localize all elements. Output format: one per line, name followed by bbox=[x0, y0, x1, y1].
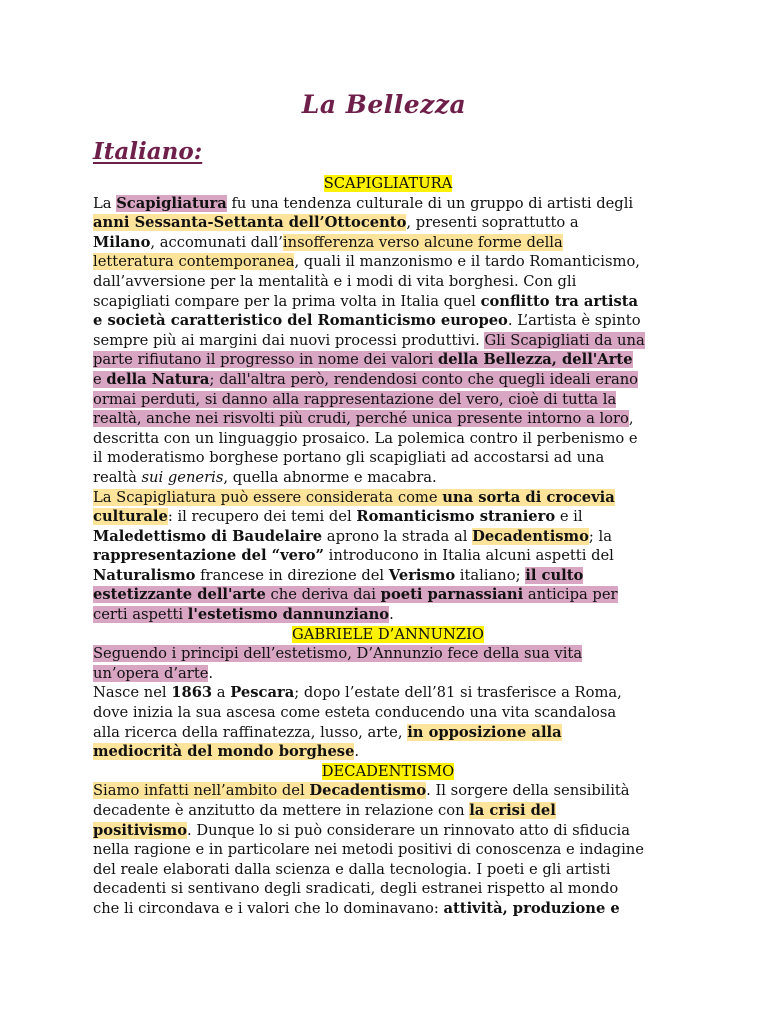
highlighted-text: La Scapigliatura può essere considerata come bbox=[93, 488, 443, 506]
text-segment: . bbox=[354, 743, 360, 761]
text-line bbox=[93, 409, 683, 429]
text-segment: realtà bbox=[93, 468, 142, 486]
text-segment: introducono in Italia alcuni aspetti del bbox=[323, 547, 614, 565]
text-segment: descritta con un linguaggio prosaico. La polemica contro il perbenismo e bbox=[93, 429, 638, 447]
text-line bbox=[93, 507, 683, 527]
text-segment: e società caratteristico del Romanticismo europeo bbox=[93, 312, 508, 330]
text-segment: Maledettismo di Baudelaire bbox=[93, 527, 323, 545]
highlighted-text: GABRIELE D’ANNUNZIO bbox=[292, 625, 484, 643]
section-title-line bbox=[93, 174, 683, 194]
text-segment: Nasce nel bbox=[93, 684, 172, 702]
highlighted-text: culturale bbox=[93, 508, 168, 526]
text-segment: Naturalismo bbox=[93, 566, 196, 584]
text-line bbox=[93, 292, 683, 312]
text-segment: ; la bbox=[588, 527, 612, 545]
highlighted-text: Siamo infatti nell’ambito del bbox=[93, 782, 310, 800]
highlighted-text: positivismo bbox=[93, 821, 187, 839]
text-segment: dove inizia la sua ascesa come esteta conducendo una vita scandalosa bbox=[93, 704, 617, 722]
highlighted-text: una sorta di crocevia bbox=[442, 488, 615, 506]
text-segment: . Dunque lo si può considerare un rinnovato atto di sfiducia bbox=[187, 821, 631, 839]
highlighted-text: della Natura bbox=[106, 370, 210, 388]
text-line bbox=[93, 566, 683, 586]
text-line bbox=[93, 546, 683, 566]
highlighted-text: un’opera d’arte bbox=[93, 664, 209, 682]
text-segment: , presenti soprattutto a bbox=[406, 214, 579, 232]
text-segment: decadenti si sentivano degli sradicati, degli estranei rispetto al mondo bbox=[93, 880, 619, 898]
highlighted-text: DECADENTISMO bbox=[321, 762, 455, 780]
highlighted-text: SCAPIGLIATURA bbox=[323, 175, 453, 192]
highlighted-text: parte rifiutano il progresso in nome dei valori bbox=[93, 351, 438, 369]
text-line bbox=[93, 331, 683, 351]
text-segment: che li circondava e i valori che lo dominavano: bbox=[93, 899, 444, 917]
text-line bbox=[93, 683, 683, 703]
text-segment: sui generis bbox=[141, 468, 224, 486]
section-title-line bbox=[93, 625, 683, 645]
highlighted-text: il culto bbox=[525, 566, 584, 584]
text-line bbox=[93, 742, 683, 762]
highlighted-text: ormai perduti, si danno alla rappresentazione del vero, cioè di tutta la bbox=[93, 390, 617, 408]
text-line bbox=[93, 527, 683, 547]
highlighted-text: Seguendo i principi dell’estetismo, D’Annunzio fece della sua vita bbox=[93, 645, 583, 663]
text-segment: Milano bbox=[93, 233, 151, 251]
text-segment: conflitto tra artista bbox=[480, 292, 639, 310]
text-segment: attività, produzione e bbox=[443, 899, 620, 917]
text-segment: francese in direzione del bbox=[195, 566, 389, 584]
text-segment: fu una tendenza culturale di un gruppo di artisti degli bbox=[226, 194, 634, 212]
highlighted-text: la crisi del bbox=[469, 802, 556, 819]
text-segment: del reale elaborati dalla scienza e dalla tecnologia. I poeti e gli artisti bbox=[93, 860, 611, 878]
text-line bbox=[93, 879, 683, 899]
highlighted-text: anticipa per bbox=[523, 586, 618, 604]
text-segment: sempre più ai margini dai nuovi processi produttivi. bbox=[93, 331, 485, 349]
text-line bbox=[93, 840, 683, 860]
text-segment: a bbox=[212, 684, 231, 702]
text-line bbox=[93, 448, 683, 468]
text-segment: nella ragione e in particolare nei metodi positivi di conoscenza e indagine bbox=[93, 841, 644, 859]
highlighted-text: Gli Scapigliati da una bbox=[484, 331, 645, 349]
text-segment: scapigliati compare per la prima volta in Italia quel bbox=[93, 292, 481, 310]
highlighted-text: ; dall'altra però, rendendosi conto che quegli ideali erano bbox=[209, 370, 639, 388]
highlighted-text: Decadentismo bbox=[472, 527, 589, 545]
body-text bbox=[93, 174, 683, 919]
text-line bbox=[93, 370, 683, 390]
text-line bbox=[93, 801, 683, 821]
text-line bbox=[93, 821, 683, 841]
text-line bbox=[93, 723, 683, 743]
text-segment: Verismo bbox=[388, 566, 456, 584]
highlighted-text: della Bellezza, dell'Arte bbox=[437, 351, 633, 369]
highlighted-text: insofferenza verso alcune forme della bbox=[282, 233, 563, 251]
text-segment: . bbox=[389, 606, 394, 624]
text-segment: e il bbox=[555, 508, 583, 526]
text-segment: , bbox=[628, 410, 634, 428]
highlighted-text: estetizzante dell'arte bbox=[93, 586, 266, 604]
text-segment: . bbox=[208, 664, 214, 682]
section-title-line bbox=[93, 762, 683, 782]
text-segment: . L’artista è spinto bbox=[507, 312, 641, 330]
highlighted-text: anni Sessanta-Settanta dell’Ottocento bbox=[93, 214, 407, 232]
text-line bbox=[93, 468, 683, 488]
highlighted-text: e bbox=[93, 370, 107, 388]
text-line bbox=[93, 390, 683, 410]
text-segment: il moderatismo borghese portano gli scapigliati ad accostarsi ad una bbox=[93, 449, 605, 467]
text-line bbox=[93, 664, 683, 684]
text-line bbox=[93, 350, 683, 370]
highlighted-text: poeti parnassiani bbox=[380, 586, 524, 604]
text-line bbox=[93, 899, 683, 919]
text-line bbox=[93, 860, 683, 880]
highlighted-text: mediocrità del mondo borghese bbox=[93, 743, 355, 761]
text-segment: aprono la strada al bbox=[322, 527, 473, 545]
highlighted-text: Scapigliatura bbox=[116, 194, 227, 212]
highlighted-text: Decadentismo bbox=[309, 782, 427, 800]
text-segment: . Il sorgere della sensibilità bbox=[426, 782, 630, 800]
text-segment: , accomunati dall’ bbox=[150, 233, 283, 251]
highlighted-text: in opposizione alla bbox=[407, 723, 562, 741]
text-segment: ; dopo l’estate dell’81 si trasferisce a Roma, bbox=[294, 684, 622, 702]
text-line bbox=[93, 252, 683, 272]
text-segment: italiano; bbox=[455, 566, 526, 584]
document-title: La Bellezza bbox=[301, 90, 467, 119]
text-segment: Pescara bbox=[230, 684, 295, 702]
text-line bbox=[93, 488, 683, 508]
text-segment: , quella abnorme e macabra. bbox=[223, 468, 437, 486]
text-segment: rappresentazione del “vero” bbox=[93, 547, 324, 565]
highlighted-text: certi aspetti bbox=[93, 606, 188, 624]
text-line bbox=[93, 644, 683, 664]
text-line bbox=[93, 272, 683, 292]
text-segment: dall’avversione per la mentalità e i modi di vita borghesi. Con gli bbox=[93, 272, 577, 290]
text-line bbox=[93, 429, 683, 449]
text-line bbox=[93, 233, 683, 253]
text-line bbox=[93, 585, 683, 605]
highlighted-text: che deriva dai bbox=[265, 586, 381, 604]
text-line bbox=[93, 605, 683, 625]
section-heading: Italiano: bbox=[93, 138, 203, 165]
text-segment: alla ricerca della raffinatezza, lusso, arte, bbox=[93, 723, 408, 741]
text-line bbox=[93, 781, 683, 801]
highlighted-text: realtà, anche nei risvolti più crudi, perché unica presente intorno a loro bbox=[93, 410, 629, 428]
text-segment: : il recupero dei temi del bbox=[167, 508, 357, 526]
text-segment: , quali il manzonismo e il tardo Romanticismo, bbox=[294, 253, 640, 271]
highlighted-text: l'estetismo dannunziano bbox=[187, 606, 390, 624]
text-segment: 1863 bbox=[171, 684, 213, 702]
text-line bbox=[93, 311, 683, 331]
text-segment: Romanticismo straniero bbox=[356, 508, 556, 526]
text-segment: La bbox=[93, 194, 117, 212]
text-line bbox=[93, 213, 683, 233]
text-segment: decadente è anzitutto da mettere in relazione con bbox=[93, 802, 470, 819]
text-line bbox=[93, 703, 683, 723]
text-line bbox=[93, 194, 683, 214]
highlighted-text: letteratura contemporanea bbox=[93, 253, 295, 271]
